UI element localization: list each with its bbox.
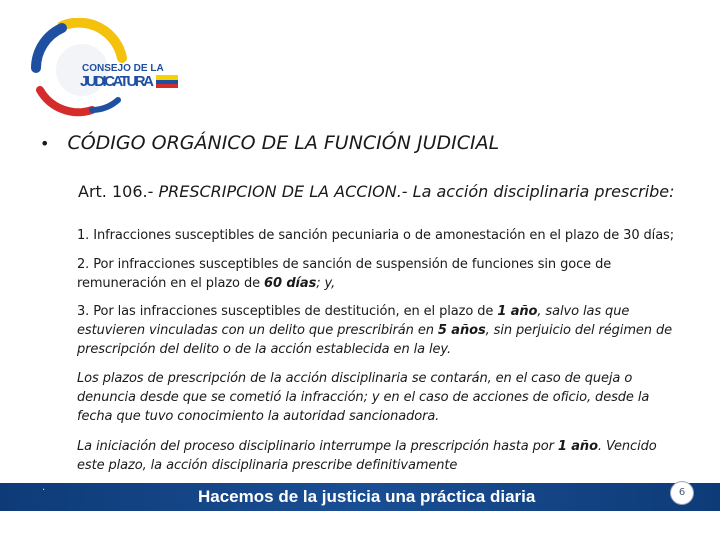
heading-text: CÓDIGO ORGÁNICO DE LA FUNCIÓN JUDICIAL xyxy=(67,132,500,154)
paragraph-3-text-b: , salvo las que estuvieren vinculadas con un delito que prescribirán en xyxy=(77,304,630,338)
page-number-badge: 6 xyxy=(670,481,694,505)
paragraph-3-text-a: 3. Por las infracciones susceptibles de destitución, en el plazo de xyxy=(77,304,498,319)
paragraph-5-text-b: . Vencido este plazo, la acción disciplinaria prescribe definitivamente xyxy=(77,439,657,473)
article-number: Art. 106.- xyxy=(78,182,154,201)
paragraph-3-text-c: , sin perjuicio del régimen de prescripción del delito o de la acción establecida en la ley. xyxy=(77,323,673,357)
footer-slogan: Hacemos de la justicia una práctica diaria xyxy=(198,487,536,506)
section-heading xyxy=(40,132,700,154)
paragraph-3-emphasis-a: 1 año xyxy=(497,304,538,319)
paragraph-1: 1. Infracciones susceptibles de sanción pecuniaria o de amonestación en el plazo de 30 días; xyxy=(77,228,675,243)
paragraph-5-text-a: La iniciación del proceso disciplinario interrumpe la prescripción hasta por xyxy=(77,439,558,454)
logo-line2: JUDICATURA xyxy=(80,73,154,90)
paragraph-5 xyxy=(77,437,682,475)
paragraph-2-emphasis: 60 días xyxy=(264,276,317,291)
footer-dot: · xyxy=(42,485,46,496)
paragraph-2 xyxy=(77,255,682,293)
paragraph-5-emphasis: 1 año xyxy=(557,439,598,454)
logo-emblem-icon xyxy=(22,18,192,118)
paragraph-2-text: 2. Por infracciones susceptibles de sanción de suspensión de funciones sin goce de remuneración en el plazo de xyxy=(77,257,612,291)
bullet-icon: • xyxy=(40,133,50,153)
footer-banner xyxy=(0,483,720,511)
consejo-judicatura-logo xyxy=(22,18,192,118)
logo-line1: CONSEJO DE LA xyxy=(82,63,164,74)
article-heading: PRESCRIPCION DE LA ACCION.- La acción disciplinaria prescribe: xyxy=(153,182,675,201)
paragraph-2-end: ; y, xyxy=(316,276,336,291)
paragraph-4: Los plazos de prescripción de la acción disciplinaria se contarán, en el caso de queja o denuncia desde que se cometió la infracción; y en el caso de acciones de oficio, desde la fecha que tuvo conocimiento la autoridad sancionadora. xyxy=(77,371,650,424)
article-title xyxy=(78,181,698,203)
paragraph-3-emphasis-b: 5 años xyxy=(437,323,486,338)
paragraph-3 xyxy=(77,302,682,359)
